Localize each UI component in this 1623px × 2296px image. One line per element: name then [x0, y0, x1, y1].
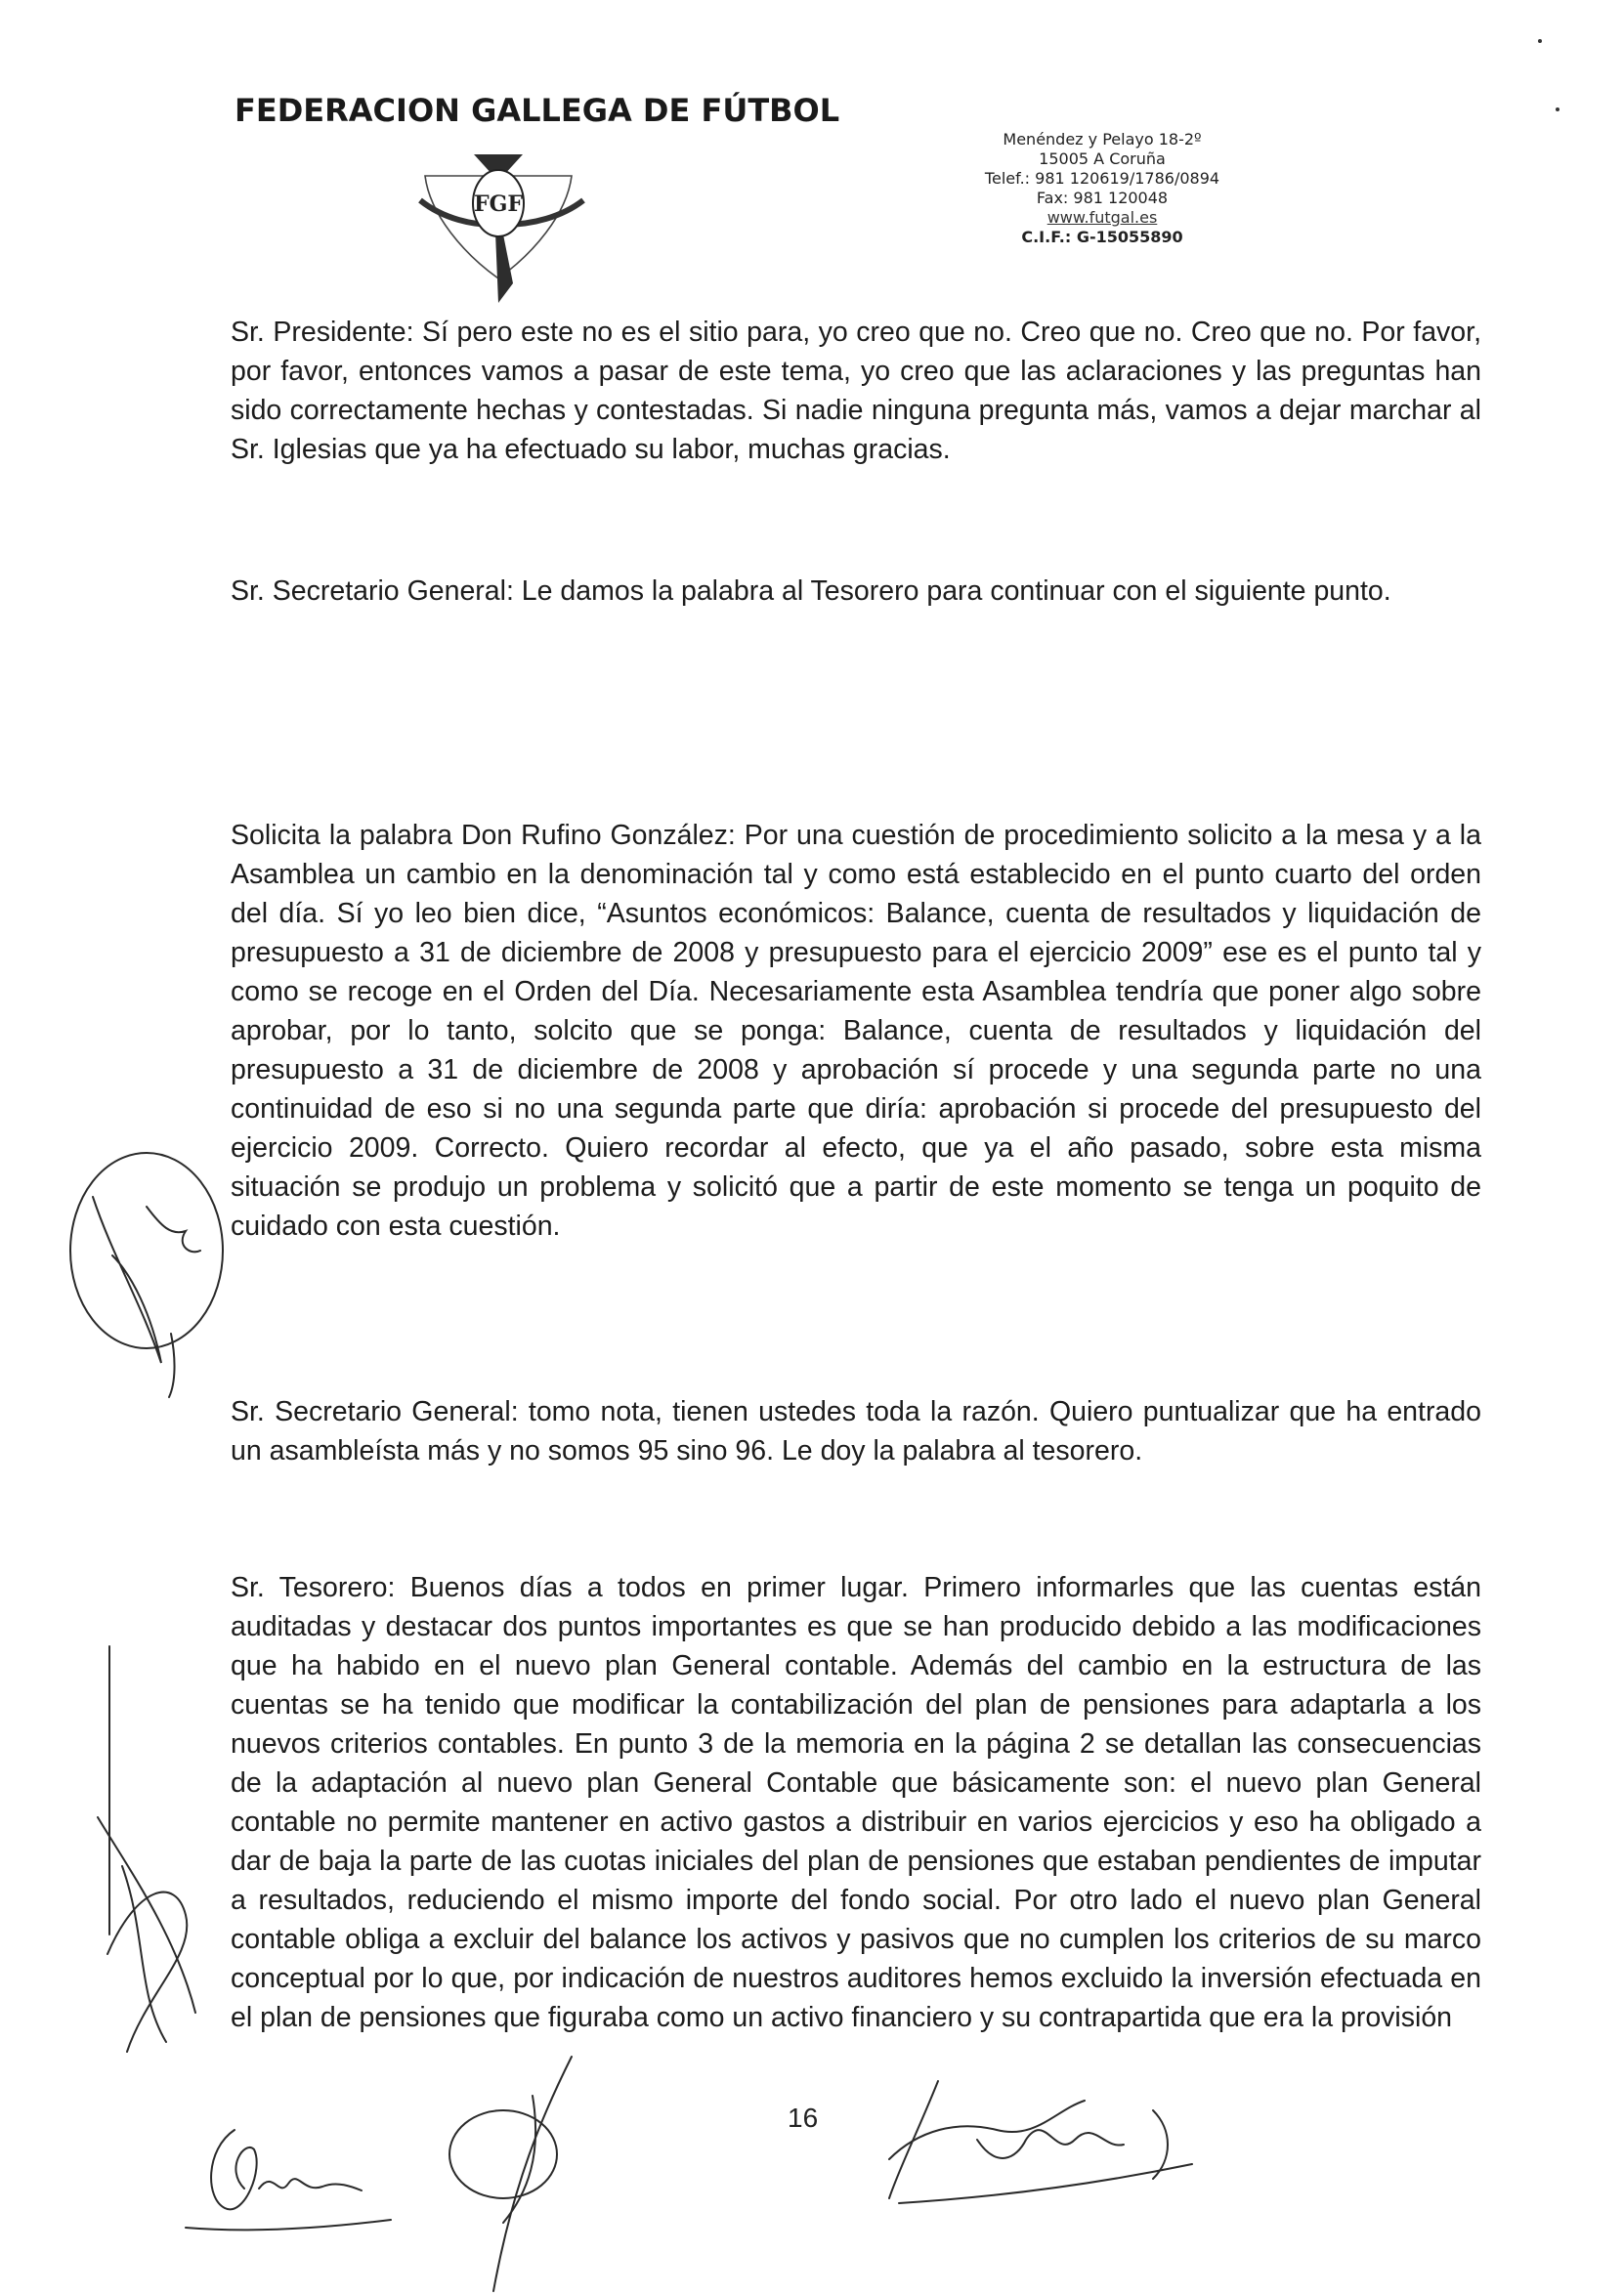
organization-name: FEDERACION GALLEGA DE FÚTBOL [235, 92, 840, 129]
margin-signature-stamp [54, 1138, 230, 1402]
fax-line: Fax: 981 120048 [1036, 189, 1169, 207]
website-link[interactable]: www.futgal.es [1046, 208, 1158, 227]
paragraph-secretary-1: Sr. Secretario General: Le damos la palabra al Tesorero para continuar con el siguiente punto. [231, 575, 1391, 607]
signature-left [166, 2110, 401, 2247]
margin-signature [88, 1641, 215, 2062]
paragraph-rufino-gonzalez: Solicita la palabra Don Rufino González: Por una cuestión de procedimiento solicito a la mesa y a la Asamblea un cambio en la denominación tal y como está establecido en el punto cuarto del orden del día. Sí yo leo bien dice, “Asuntos económicos: Balance, cuenta de resultados y liquidación de presupuesto a 31 de diciembre de 2008 y presupuesto para el ejercicio 2009” ese es el punto tal y como se recoge en el Orden del Día. Necesariamente esta Asamblea tendría que poner algo sobre aprobar, por lo tanto, solcito que se ponga: Balance, cuenta de resultados y liquidación del presupuesto a 31 de diciembre de 2008 y aprobación sí procede y una segunda parte no una continuidad de eso si no una segunda parte que diría: aprobación si procede del presupuesto del ejercicio 2009. Correcto. Quiero recordar al efecto, que ya el año pasado, sobre esta misma situación se produjo un problema y solicitó que a partir de este momento se tenga un poquito de cuidado con esta cuestión. [231, 820, 1481, 1242]
paragraph-secretary-2: Sr. Secretario General: tomo nota, tienen ustedes toda la razón. Quiero puntualizar que ha entrado un asambleísta más y no somos 95 sino 96. Le doy la palabra al tesorero. [231, 1396, 1481, 1467]
signature-center [435, 2037, 611, 2296]
contact-block [975, 130, 1229, 247]
page-number: 16 [788, 2103, 819, 2133]
address-line: Menéndez y Pelayo 18-2º [1003, 130, 1202, 149]
signature-right [860, 2071, 1231, 2218]
scan-mark [1538, 39, 1542, 43]
phone-line: Telef.: 981 120619/1786/0894 [984, 169, 1220, 188]
paragraph-treasurer: Sr. Tesorero: Buenos días a todos en primer lugar. Primero informarles que las cuentas están auditadas y destacar dos puntos importantes es que se han producido debido a las modificaciones que ha habido en el nuevo plan General contable. Además del cambio en la estructura de las cuentas se ha tenido que modificar la contabilización del plan de pensiones para adaptarla a los nuevos criterios contables. En punto 3 de la memoria en la página 2 se detallan las consecuencias de la adaptación al nuevo plan General Contable que básicamente son: el nuevo plan General contable no permite mantener en activo gastos a distribuir en varios ejercicios y eso ha obligado a dar de baja la parte de las cuotas iniciales del plan de pensiones que estaban pendientes de imputar a resultados, reduciendo el mismo importe del fondo social. Por otro lado el nuevo plan General contable obliga a excluir del balance los activos y pasivos que no cumplen los criterios de su marco conceptual por lo que, por indicación de nuestros auditores hemos excluido la inversión efectuada en el plan de pensiones que figuraba como un activo financiero y su contrapartida que era la provisión [231, 1572, 1481, 2033]
logo-text: FGF [473, 191, 524, 217]
cif-line: C.I.F.: G-15055890 [1021, 228, 1183, 246]
paragraph-president: Sr. Presidente: Sí pero este no es el sitio para, yo creo que no. Creo que no. Creo que no. Por favor, por favor, entonces vamos a pasar de este tema, yo creo que las aclaraciones y las preguntas han sido correctamente hechas y contestadas. Si nadie ninguna pregunta más, vamos a dejar marchar al Sr. Iglesias que ya ha efectuado su labor, muchas gracias. [231, 317, 1481, 465]
fgf-logo [406, 147, 596, 303]
scan-mark [1556, 107, 1559, 111]
city-line: 15005 A Coruña [1039, 149, 1166, 168]
